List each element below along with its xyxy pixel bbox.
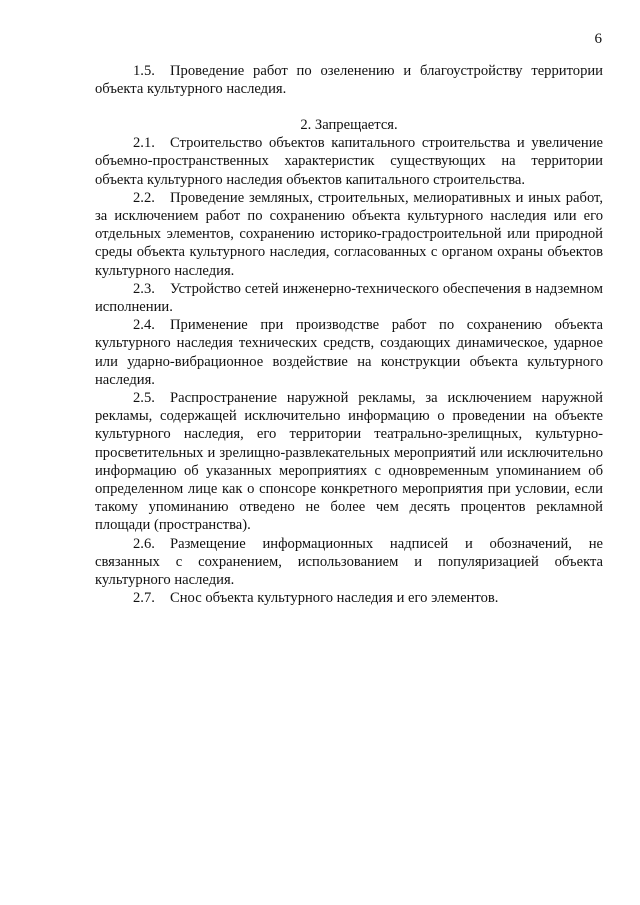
item-2-6-paragraph (95, 535, 603, 590)
item-2-7-text: Снос объекта культурного наследия и его элементов. (170, 590, 499, 607)
item-1-5-number: 1.5. (133, 63, 155, 79)
item-2-1-number: 2.1. (133, 135, 155, 152)
item-1-5-paragraph (95, 62, 603, 98)
page-number: 6 (594, 31, 602, 47)
item-2-7-paragraph (95, 589, 603, 607)
item-2-2-text: Проведение земляных, строительных, мелиоративных и иных работ, за исключением работ по сохранению объекта культурного наследия или его отдельных элементов, сохранению историко-градостроительной или природной среды объекта культурного наследия, согласованных с органом охраны объектов культурного наследия. (95, 189, 603, 279)
item-2-2-paragraph (95, 189, 603, 280)
item-2-4-text: Применение при производстве работ по сохранению объекта культурного наследия технических средств, создающих динамическое, ударное или ударно-вибрационное воздействие на конструкции объекта культурного наследия. (95, 317, 603, 388)
item-2-6-text: Размещение информационных надписей и обозначений, не связанных с сохранением, использованием и популяризацией объекта культурного наследия. (95, 535, 603, 589)
item-2-5-text: Распространение наружной рекламы, за исключением наружной рекламы, содержащей исключительно информацию о проведении на объекте культурного наследия, его территории театрально-зрелищных, культурно-просветительных и зрелищно-развлекательных мероприятий или исключительно информацию об указанных мероприятиях с одновременным упоминанием об определенном лице как о спонсоре конкретного мероприятия при условии, если такому упоминанию отведено не более чем десять процентов рекламной площади (пространства). (95, 390, 603, 534)
item-2-5-paragraph (95, 389, 603, 535)
item-2-1-text: Строительство объектов капитального строительства и увеличение объемно-пространственных характеристик существующих на территории объекта культурного наследия объектов капитального строительства. (95, 135, 603, 188)
item-2-1-paragraph (95, 134, 603, 189)
item-1-5-block (95, 62, 603, 98)
item-1-5-text: Проведение работ по озеленению и благоустройству территории объекта культурного наследия. (95, 63, 603, 98)
item-2-3-number: 2.3. (133, 280, 155, 297)
item-2-4-number: 2.4. (133, 317, 155, 334)
item-2-3-text: Устройство сетей инженерно-технического обеспечения в надземном исполнении. (95, 280, 603, 316)
item-2-3-paragraph (95, 280, 603, 316)
item-2-7-number: 2.7. (133, 590, 155, 607)
item-2-2-number: 2.2. (133, 189, 155, 206)
section-2-heading: 2. Запрещается. (300, 117, 398, 133)
item-2-4-paragraph (95, 316, 603, 389)
section-2-block (95, 116, 603, 607)
item-2-5-number: 2.5. (133, 390, 155, 407)
item-2-6-number: 2.6. (133, 535, 155, 552)
